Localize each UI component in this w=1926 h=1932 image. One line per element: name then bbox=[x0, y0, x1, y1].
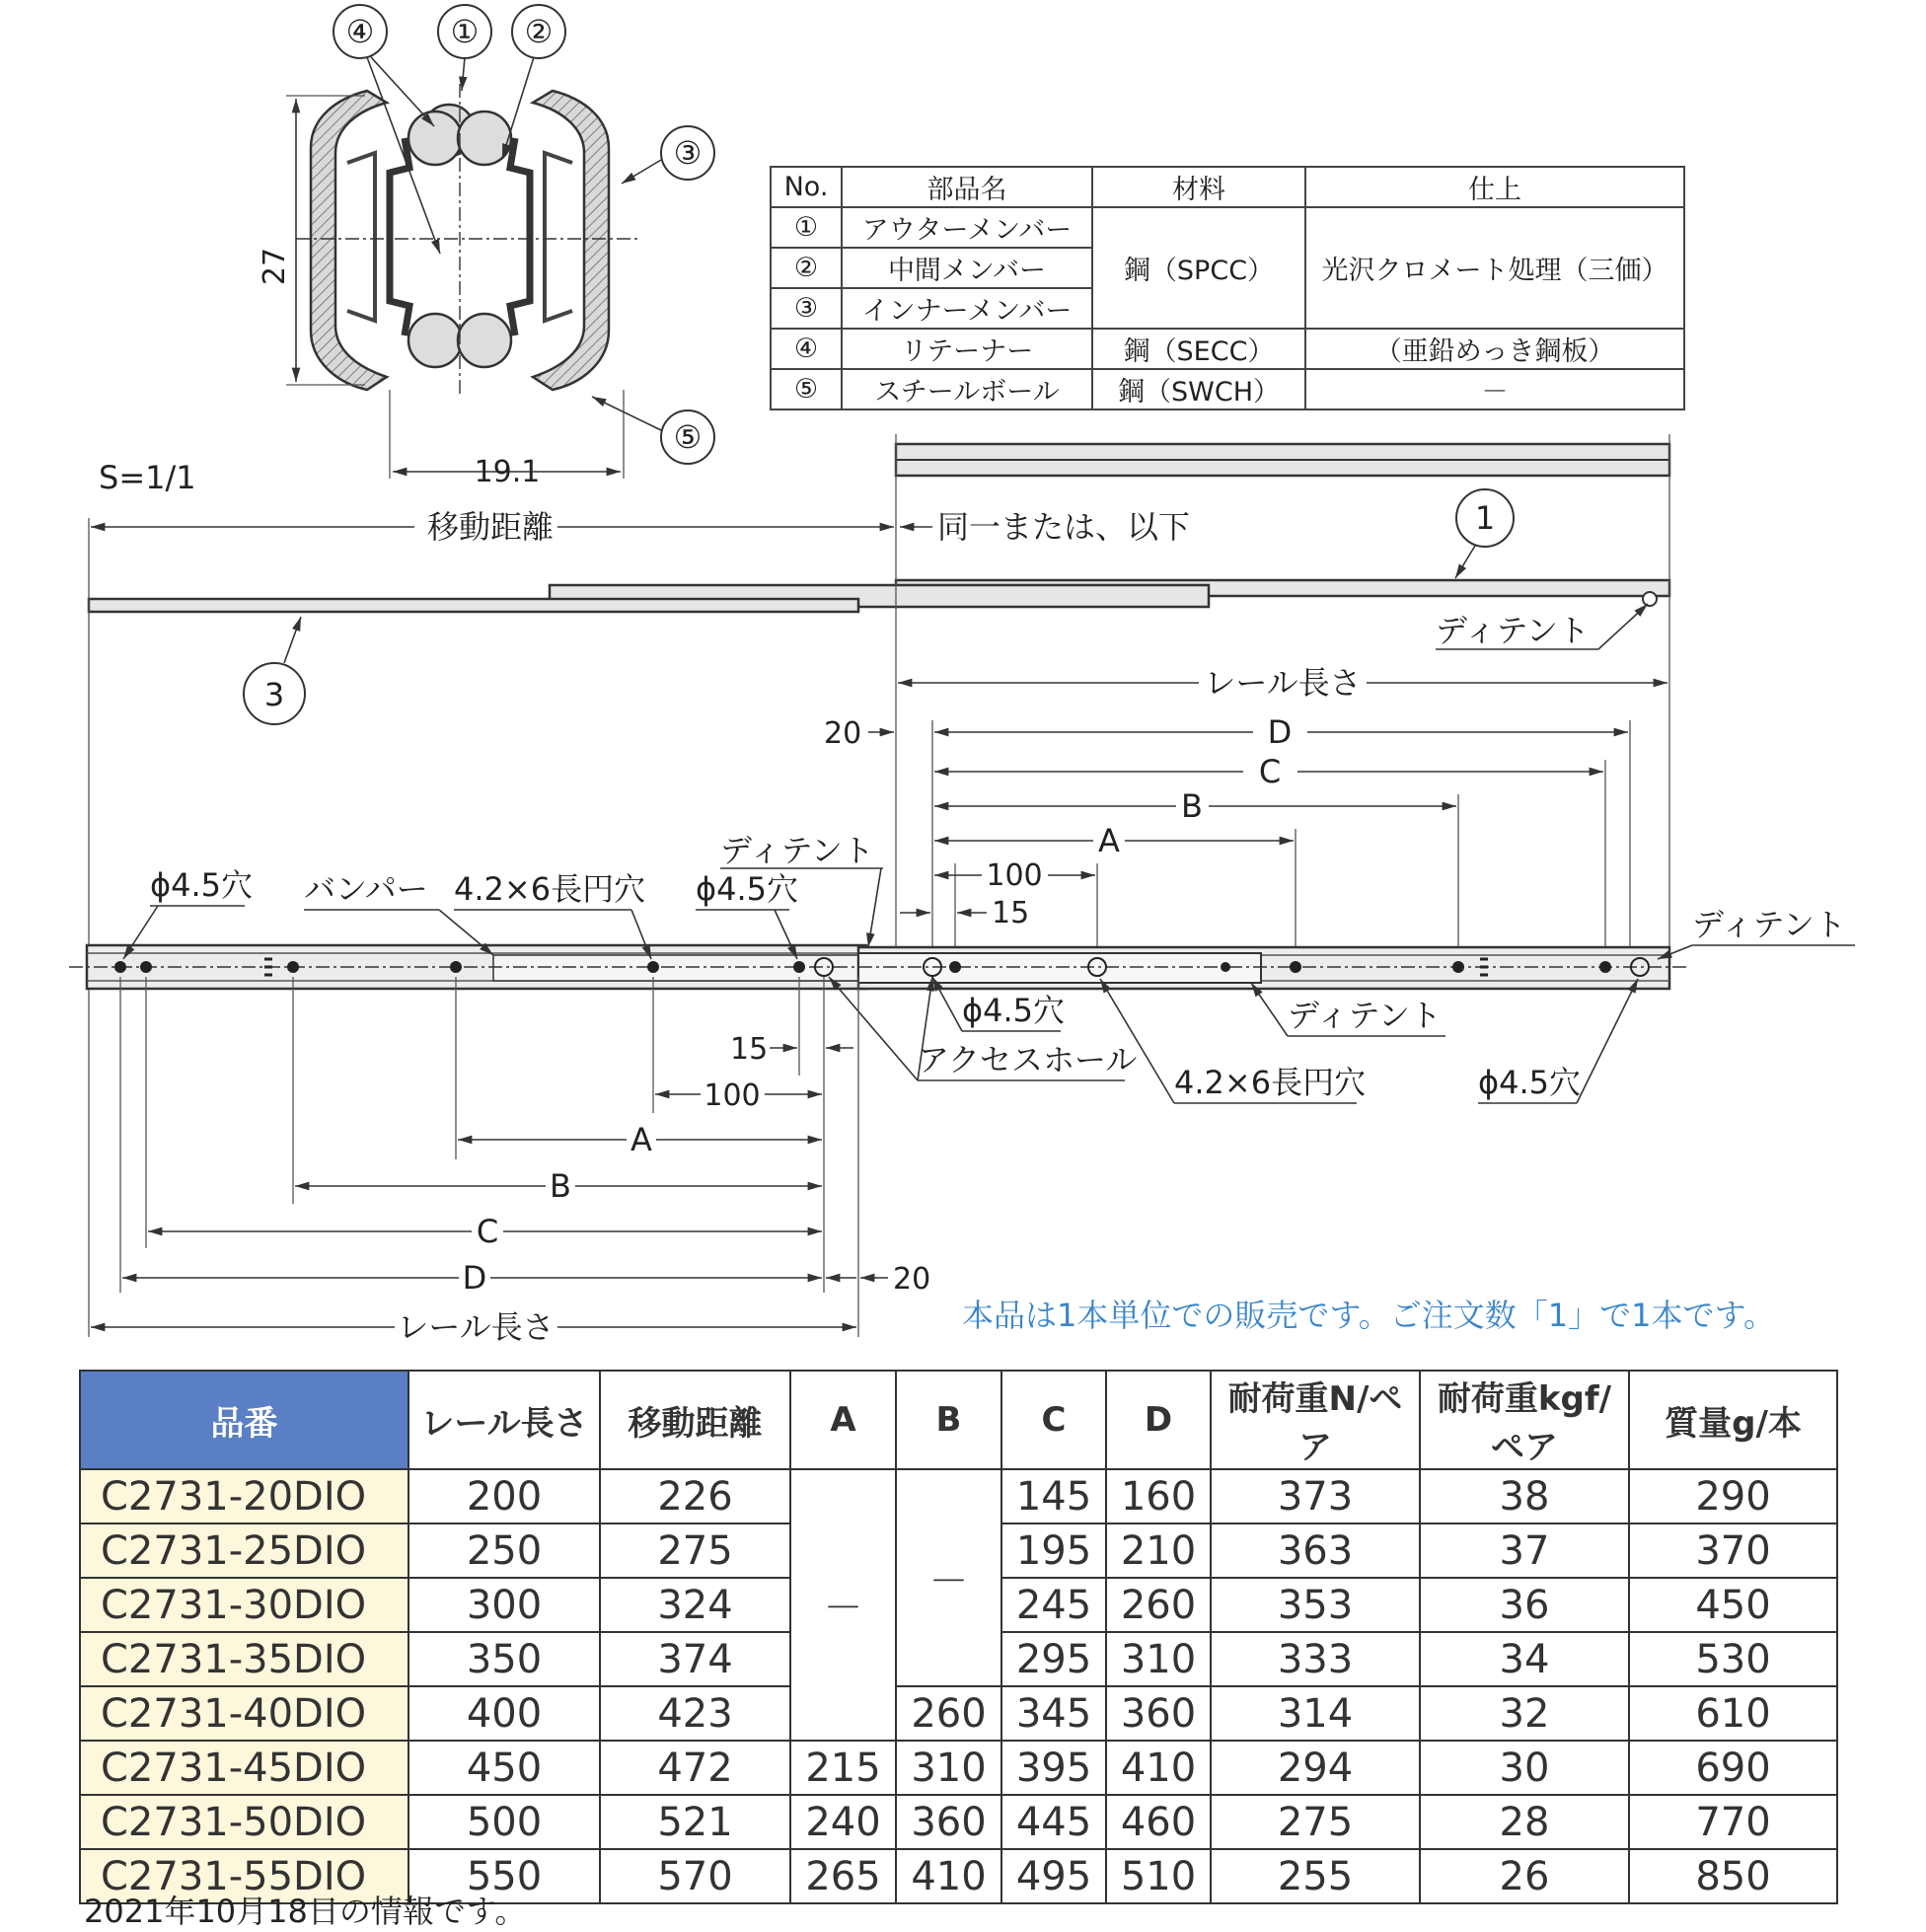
hole-label-left-2: ϕ4.5穴 bbox=[696, 870, 799, 908]
spec-length: 550 bbox=[408, 1849, 600, 1903]
hole-label-left-1: ϕ4.5穴 bbox=[150, 866, 254, 904]
spec-d: 510 bbox=[1106, 1849, 1211, 1903]
parts-header-no: No. bbox=[771, 167, 842, 207]
spec-mass: 370 bbox=[1629, 1523, 1837, 1578]
spec-header-a: A bbox=[790, 1371, 896, 1469]
spec-load-n: 255 bbox=[1211, 1849, 1420, 1903]
steel-ball bbox=[458, 314, 511, 367]
spec-c: 345 bbox=[1001, 1686, 1106, 1741]
spec-header-travel: 移動距離 bbox=[600, 1371, 790, 1469]
dim-width-label: 19.1 bbox=[474, 455, 541, 489]
spec-length: 350 bbox=[408, 1632, 600, 1686]
label-A-bottom: A bbox=[630, 1121, 652, 1158]
spec-c: 495 bbox=[1001, 1849, 1106, 1903]
info-date-footer: 2021年10月18日の情報です。 bbox=[84, 1893, 527, 1930]
parts-material: 鋼（SECC） bbox=[1092, 329, 1305, 369]
spec-length: 300 bbox=[408, 1578, 600, 1632]
spec-row bbox=[80, 1741, 1837, 1795]
spec-load-n: 275 bbox=[1211, 1795, 1420, 1849]
spec-mass: 610 bbox=[1629, 1686, 1837, 1741]
callout-3: ③ bbox=[673, 134, 703, 172]
detent-label-below: ディテント bbox=[1288, 997, 1442, 1034]
detent-label-mid: ディテント bbox=[720, 832, 874, 869]
parts-no: ② bbox=[771, 248, 842, 288]
spec-length: 500 bbox=[408, 1795, 600, 1849]
spec-pn: C2731-20DIO bbox=[80, 1469, 408, 1523]
parts-header-name: 部品名 bbox=[842, 167, 1092, 207]
spec-travel: 374 bbox=[600, 1632, 790, 1686]
scale-label: S=1/1 bbox=[99, 459, 196, 496]
hole-label-below: ϕ4.5穴 bbox=[962, 992, 1066, 1029]
spec-pn: C2731-55DIO bbox=[80, 1849, 408, 1903]
spec-travel: 521 bbox=[600, 1795, 790, 1849]
spec-travel: 423 bbox=[600, 1686, 790, 1741]
dim-15-top: 15 bbox=[992, 896, 1030, 930]
dim-20-top: 20 bbox=[824, 716, 862, 751]
spec-load-kgf: 37 bbox=[1420, 1523, 1629, 1578]
rail-length-top: レール長さ bbox=[1204, 664, 1362, 702]
closed-rail-view bbox=[69, 832, 1855, 1103]
sales-unit-note: 本品は1本単位での販売です。ご注文数「1」で1本です。 bbox=[962, 1297, 1775, 1334]
dim-height-label: 27 bbox=[258, 247, 292, 286]
spec-load-n: 294 bbox=[1211, 1741, 1420, 1795]
spec-d: 260 bbox=[1106, 1578, 1211, 1632]
spec-b: 360 bbox=[896, 1795, 1001, 1849]
parts-table bbox=[770, 166, 1685, 410]
spec-travel: 324 bbox=[600, 1578, 790, 1632]
parts-row bbox=[771, 369, 1684, 409]
bumper-label: バンパー bbox=[304, 870, 428, 908]
spec-load-kgf: 30 bbox=[1420, 1741, 1629, 1795]
access-hole-label: アクセスホール bbox=[918, 1041, 1138, 1078]
spec-length: 400 bbox=[408, 1686, 600, 1741]
inner-rail bbox=[89, 599, 858, 612]
spec-mass: 530 bbox=[1629, 1632, 1837, 1686]
spec-header-pn: 品番 bbox=[80, 1371, 408, 1469]
spec-row bbox=[80, 1795, 1837, 1849]
callout-5: ⑤ bbox=[673, 418, 703, 456]
same-or-less-label: 同一または、以下 bbox=[937, 508, 1191, 546]
parts-no: ③ bbox=[771, 288, 842, 329]
spec-load-kgf: 32 bbox=[1420, 1686, 1629, 1741]
parts-no: ① bbox=[771, 207, 842, 248]
spec-length: 200 bbox=[408, 1469, 600, 1523]
label-D-bottom: D bbox=[462, 1259, 487, 1297]
label-B-top: B bbox=[1181, 787, 1203, 825]
spec-mass: 690 bbox=[1629, 1741, 1837, 1795]
parts-finish: （亜鉛めっき鋼板） bbox=[1305, 329, 1684, 369]
spec-a: 265 bbox=[790, 1849, 896, 1903]
detent-knob bbox=[1643, 592, 1657, 606]
detent-label-right: ディテント bbox=[1692, 906, 1846, 943]
steel-ball bbox=[408, 111, 462, 165]
slot-label-right: 4.2×6長円穴 bbox=[1174, 1064, 1367, 1101]
steel-ball bbox=[408, 314, 462, 367]
parts-name: リテーナー bbox=[842, 329, 1092, 369]
spec-header-length: レール長さ bbox=[408, 1371, 600, 1469]
spec-header-load-kgf: 耐荷重kgf/ペア bbox=[1420, 1371, 1629, 1469]
spec-d: 360 bbox=[1106, 1686, 1211, 1741]
spec-pn: C2731-40DIO bbox=[80, 1686, 408, 1741]
spec-travel: 275 bbox=[600, 1523, 790, 1578]
spec-mass: 450 bbox=[1629, 1578, 1837, 1632]
spec-d: 410 bbox=[1106, 1741, 1211, 1795]
spec-mass: 850 bbox=[1629, 1849, 1837, 1903]
right-inner-member bbox=[510, 138, 530, 335]
callout-3-large: 3 bbox=[263, 676, 285, 713]
label-C-top: C bbox=[1258, 753, 1282, 790]
hole-label-right: ϕ4.5穴 bbox=[1478, 1064, 1582, 1101]
spec-mass: 290 bbox=[1629, 1469, 1837, 1523]
spec-pn: C2731-30DIO bbox=[80, 1578, 408, 1632]
callout-2: ② bbox=[524, 13, 554, 50]
left-retainer bbox=[347, 153, 375, 321]
parts-header-material: 材料 bbox=[1092, 167, 1305, 207]
spec-load-n: 314 bbox=[1211, 1686, 1420, 1741]
spec-a-dash: － bbox=[790, 1469, 896, 1741]
spec-length: 250 bbox=[408, 1523, 600, 1578]
spec-header-b: B bbox=[896, 1371, 1001, 1469]
spec-d: 210 bbox=[1106, 1523, 1211, 1578]
spec-row bbox=[80, 1686, 1837, 1741]
spec-travel: 570 bbox=[600, 1849, 790, 1903]
spec-row bbox=[80, 1469, 1837, 1523]
spec-d: 310 bbox=[1106, 1632, 1211, 1686]
spec-load-kgf: 28 bbox=[1420, 1795, 1629, 1849]
parts-no: ⑤ bbox=[771, 369, 842, 409]
spec-travel: 226 bbox=[600, 1469, 790, 1523]
spec-header-d: D bbox=[1106, 1371, 1211, 1469]
spec-table bbox=[79, 1370, 1838, 1904]
label-D-top: D bbox=[1267, 713, 1293, 751]
spec-c: 395 bbox=[1001, 1741, 1106, 1795]
spec-load-kgf: 26 bbox=[1420, 1849, 1629, 1903]
spec-header-c: C bbox=[1001, 1371, 1106, 1469]
parts-name: 中間メンバー bbox=[842, 248, 1092, 288]
spec-pn: C2731-45DIO bbox=[80, 1741, 408, 1795]
parts-header-row bbox=[771, 167, 1684, 207]
spec-pn: C2731-50DIO bbox=[80, 1795, 408, 1849]
inner-slider bbox=[858, 953, 1261, 983]
spec-header-row bbox=[80, 1371, 1837, 1469]
spec-d: 160 bbox=[1106, 1469, 1211, 1523]
spec-a: 215 bbox=[790, 1741, 896, 1795]
spec-b: 410 bbox=[896, 1849, 1001, 1903]
label-B-bottom: B bbox=[550, 1167, 571, 1205]
spec-a: 240 bbox=[790, 1795, 896, 1849]
spec-load-n: 373 bbox=[1211, 1469, 1420, 1523]
parts-no: ④ bbox=[771, 329, 842, 369]
parts-row bbox=[771, 207, 1684, 248]
parts-material: 鋼（SPCC） bbox=[1092, 207, 1305, 329]
spec-load-kgf: 36 bbox=[1420, 1578, 1629, 1632]
spec-d: 460 bbox=[1106, 1795, 1211, 1849]
dim-100-bottom: 100 bbox=[704, 1078, 761, 1113]
spec-load-n: 353 bbox=[1211, 1578, 1420, 1632]
parts-material: 鋼（SWCH） bbox=[1092, 369, 1305, 409]
spec-b: 310 bbox=[896, 1741, 1001, 1795]
spec-c: 445 bbox=[1001, 1795, 1106, 1849]
spec-b-dash: － bbox=[896, 1469, 1001, 1686]
right-dimensions bbox=[824, 713, 1630, 972]
callout-4: ④ bbox=[345, 13, 375, 50]
detent-label-top: ディテント bbox=[1436, 612, 1590, 649]
dim-20-bottom: 20 bbox=[893, 1262, 931, 1297]
label-C-bottom: C bbox=[476, 1213, 499, 1250]
parts-row bbox=[771, 329, 1684, 369]
dim-15-bottom: 15 bbox=[730, 1032, 769, 1067]
parts-name: インナーメンバー bbox=[842, 288, 1092, 329]
spec-pn: C2731-35DIO bbox=[80, 1632, 408, 1686]
rail-length-bottom: レール長さ bbox=[397, 1308, 555, 1346]
parts-name: アウターメンバー bbox=[842, 207, 1092, 248]
left-inner-member bbox=[390, 138, 409, 335]
callout-1: ① bbox=[450, 13, 480, 50]
spec-b: 260 bbox=[896, 1686, 1001, 1741]
spec-c: 145 bbox=[1001, 1469, 1106, 1523]
travel-label: 移動距離 bbox=[426, 508, 555, 546]
spec-length: 450 bbox=[408, 1741, 600, 1795]
spec-header-load-n: 耐荷重N/ペア bbox=[1211, 1371, 1420, 1469]
left-dimensions bbox=[91, 977, 930, 1346]
parts-header-finish: 仕上 bbox=[1305, 167, 1684, 207]
label-A-top: A bbox=[1098, 822, 1120, 859]
spec-load-n: 363 bbox=[1211, 1523, 1420, 1578]
right-retainer bbox=[545, 153, 572, 321]
spec-c: 295 bbox=[1001, 1632, 1106, 1686]
spec-pn: C2731-25DIO bbox=[80, 1523, 408, 1578]
dim-100-top: 100 bbox=[986, 858, 1043, 893]
cross-section bbox=[258, 5, 714, 489]
spec-header-mass: 質量g/本 bbox=[1629, 1371, 1837, 1469]
spec-c: 195 bbox=[1001, 1523, 1106, 1578]
spec-travel: 472 bbox=[600, 1741, 790, 1795]
spec-load-kgf: 38 bbox=[1420, 1469, 1629, 1523]
slot-label-left: 4.2×6長円穴 bbox=[454, 870, 646, 908]
spec-mass: 770 bbox=[1629, 1795, 1837, 1849]
spec-c: 245 bbox=[1001, 1578, 1106, 1632]
spec-load-n: 333 bbox=[1211, 1632, 1420, 1686]
parts-finish: 光沢クロメート処理（三価） bbox=[1305, 207, 1684, 329]
parts-name: スチールボール bbox=[842, 369, 1092, 409]
parts-finish: － bbox=[1305, 369, 1684, 409]
spec-load-kgf: 34 bbox=[1420, 1632, 1629, 1686]
callout-1-large: 1 bbox=[1474, 499, 1496, 537]
